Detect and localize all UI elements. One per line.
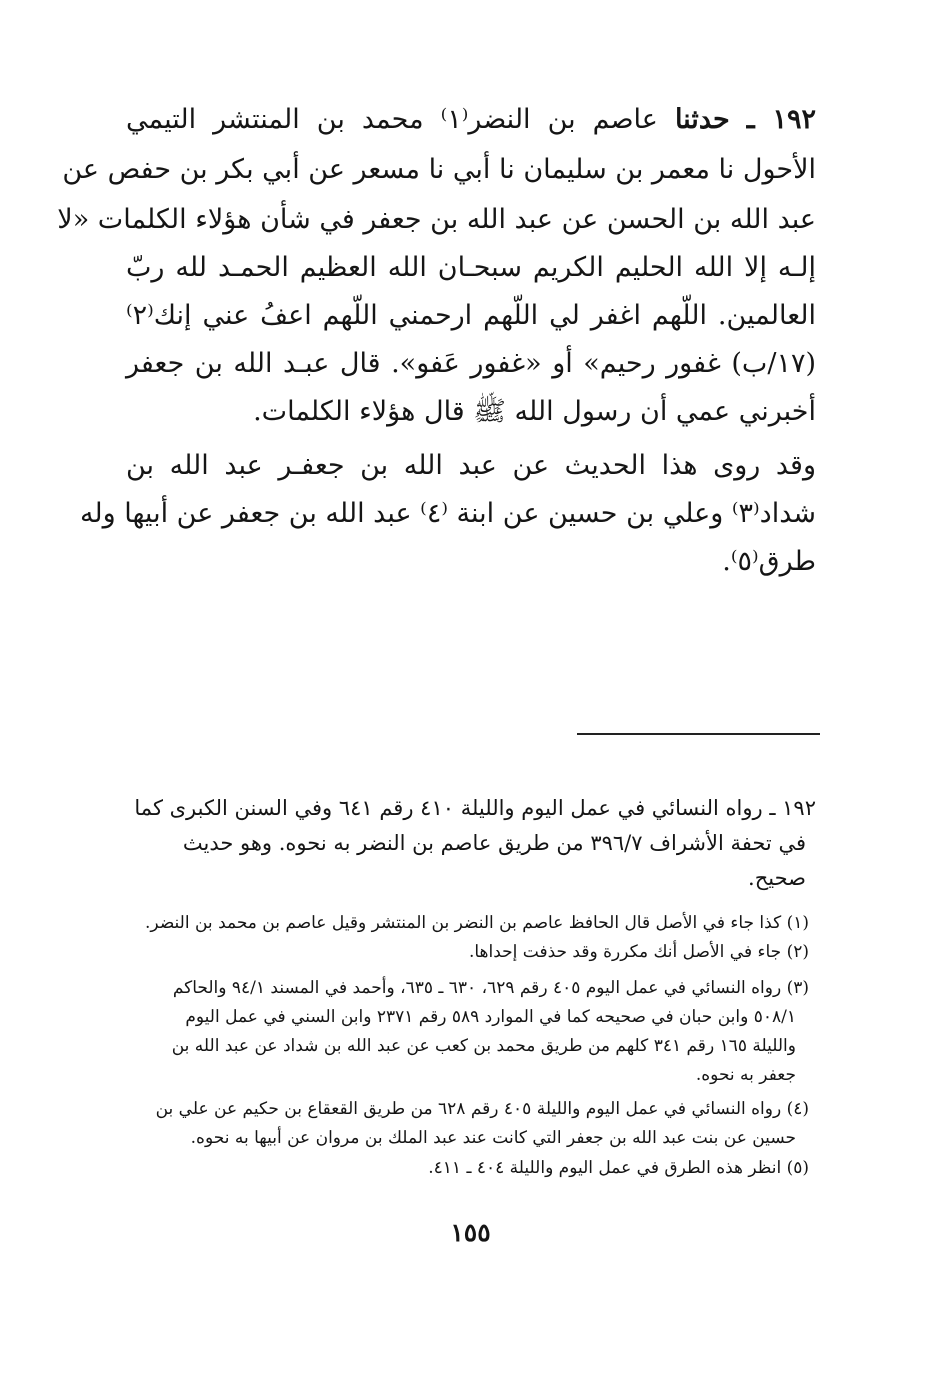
main-line-2: الأحول نا معمر بن سليمان نا أبي نا مسعر عن أبي بكر بن حفص عن — [62, 154, 816, 185]
main-line-1-text: عاصم بن النضر⁽١⁾ محمد بن المنتشر التيمي — [126, 104, 658, 135]
paragraph2-line-3: طرق⁽٥⁾. — [722, 546, 816, 577]
hadith-lead-word: حدثنا — [674, 104, 730, 135]
main-line-7: أخبرني عمي أن رسول الله ﷺ قال هؤلاء الكلمات. — [253, 396, 816, 427]
takhrij-line-1: ١٩٢ ـ رواه النسائي في عمل اليوم والليلة ٤١٠ رقم ٦٤١ وفي السنن الكبرى كما — [134, 796, 816, 820]
footnote-2: (٢) جاء في الأصل أنك مكررة وقد حذفت إحداها. — [468, 942, 809, 962]
takhrij-line-3: صحيح. — [748, 866, 806, 890]
main-line-3: عبد الله بن الحسن عن عبد الله بن جعفر في شأن هؤلاء الكلمات «لا — [57, 204, 816, 235]
page-number: ١٥٥ — [450, 1218, 491, 1247]
footnote-3-line-1: (٣) رواه النسائي في عمل اليوم ٤٠٥ رقم ٦٢٩، ٦٣٠ ـ ٦٣٥، وأحمد في المسند ٩٤/١ والحاكم — [172, 978, 809, 998]
main-line-1 — [126, 100, 816, 142]
footnote-4-line-2: حسين عن بنت عبد الله بن جعفر التي كانت عند عبد الملك بن مروان عن أبيها به نحوه. — [190, 1128, 796, 1148]
footnote-3-line-4: جعفر به نحوه. — [695, 1065, 796, 1085]
paragraph2-line-2: شداد⁽٣⁾ وعلي بن حسين عن ابنة ⁽٤⁾ عبد الله بن جعفر عن أبيها وله — [79, 498, 816, 529]
main-line-5: العالمين. اللّهم اغفر لي اللّهم ارحمني اللّهم اعفُ عني إنك⁽٢⁾ — [126, 300, 816, 331]
takhrij-line-2: في تحفة الأشراف ٣٩٦/٧ من طريق عاصم بن النضر به نحوه. وهو حديث — [182, 831, 806, 855]
paragraph2-line-1: وقد روى هذا الحديث عن عبد الله بن جعفـر عبد الله بن — [126, 450, 816, 481]
hadith-number: ١٩٢ ـ — [746, 104, 816, 135]
footnote-1: (١) كذا جاء في الأصل قال الحافظ عاصم بن النضر بن المنتشر وقيل عاصم بن محمد بن النضر. — [145, 913, 809, 933]
footnote-5: (٥) انظر هذه الطرق في عمل اليوم والليلة ٤٠٤ ـ ٤١١. — [428, 1158, 809, 1178]
main-line-6: (١٧/ب) غفور رحيم» أو «غفور عَفو». قال عبـد الله بن جعفر — [126, 348, 816, 379]
footnote-3-line-2: ٥٠٨/١ وابن حبان في صحيحه كما في الموارد ٥٨٩ رقم ٢٣٧١ وابن السني في عمل اليوم — [185, 1007, 796, 1027]
footnote-separator — [577, 733, 820, 735]
main-line-4: إلـه إلا الله الحليم الكريم سبحـان الله العظيم الحمـد لله ربّ — [126, 252, 816, 283]
footnote-3-line-3: والليلة ١٦٥ رقم ٣٤١ كلهم من طريق محمد بن كعب عن عبد الله بن شداد عن عبد الله بن — [171, 1036, 796, 1056]
footnote-4-line-1: (٤) رواه النسائي في عمل اليوم والليلة ٤٠٥ رقم ٦٢٨ من طريق القعقاع بن حكيم عن علي بن — [155, 1099, 809, 1119]
